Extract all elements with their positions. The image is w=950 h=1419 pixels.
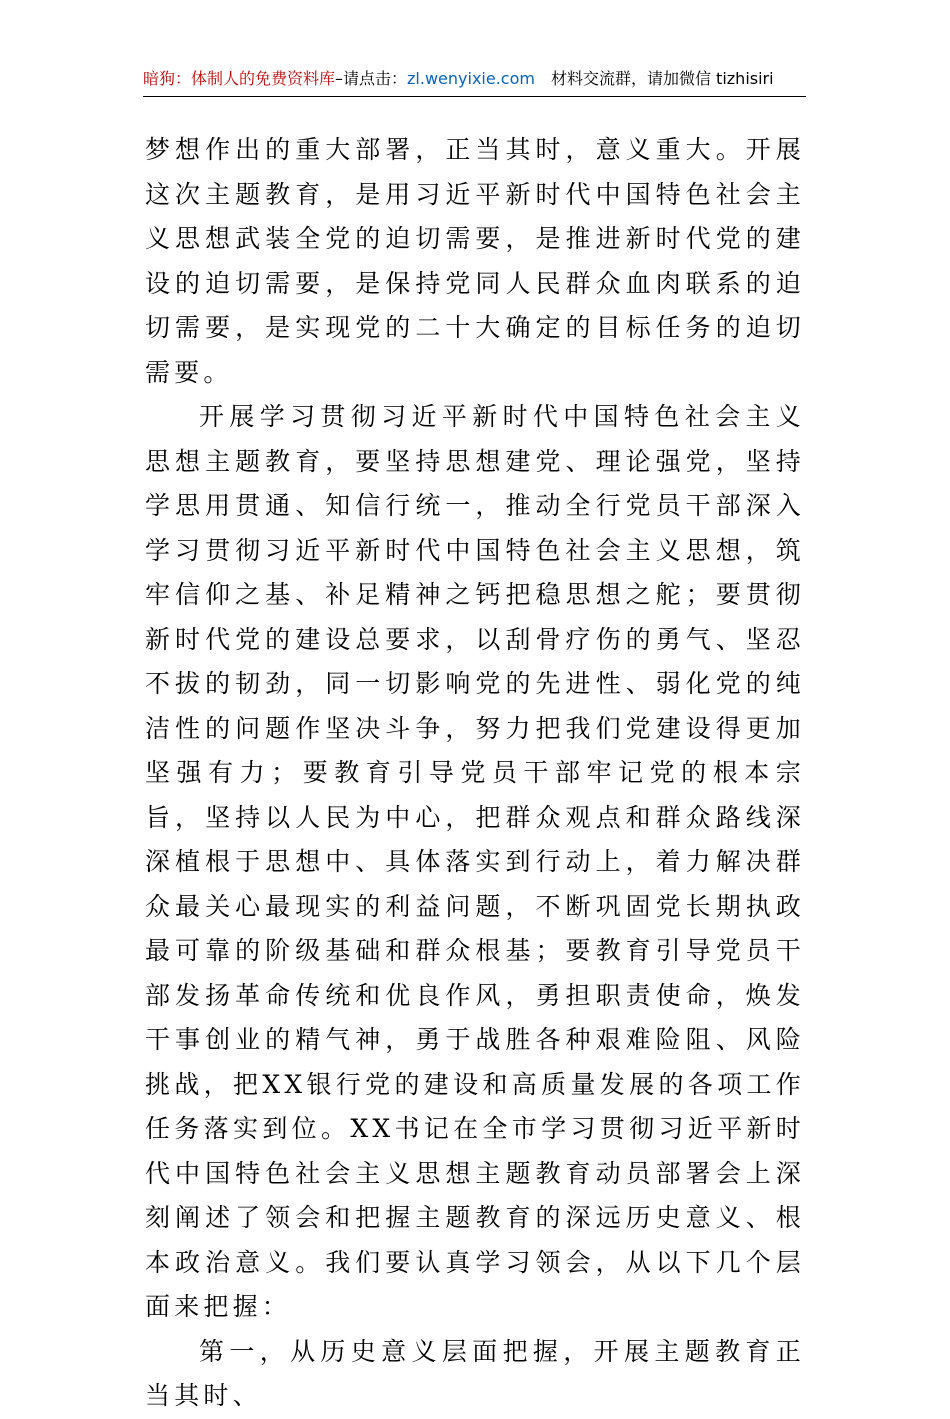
page-header <box>143 62 806 97</box>
header-group-info: 材料交流群，请加微信 tizhisiri <box>550 69 774 88</box>
document-body <box>145 128 805 1419</box>
paragraph-2: 开展学习贯彻习近平新时代中国特色社会主义思想主题教育，要坚持思想建党、理论强党，坚持学思用贯通、知信行统一，推动全行党员干部深入学习贯彻习近平新时代中国特色社会主义思想，筑牢信仰之基、补足精神之钙把稳思想之舵；要贯彻新时代党的建设总要求，以刮骨疗伤的勇气、坚忍不拔的韧劲，同一切影响党的先进性、弱化党的纯洁性的问题作坚决斗争，努力把我们党建设得更加坚强有力；要教育引导党员干部牢记党的根本宗旨，坚持以人民为中心，把群众观点和群众路线深深植根于思想中、具体落实到行动上，着力解决群众最关心最现实的利益问题，不断巩固党长期执政最可靠的阶级基础和群众根基；要教育引导党员干部发扬革命传统和优良作风，勇担职责使命，焕发干事创业的精气神，勇于战胜各种艰难险阻、风险挑战，把XX银行党的建设和高质量发展的各项工作任务落实到位。XX书记在全市学习贯彻习近平新时代中国特色社会主义思想主题教育动员部署会上深刻阐述了领会和把握主题教育的深远历史意义、根本政治意义。我们要认真学习领会，从以下几个层面来把握： <box>145 402 805 1321</box>
paragraph-3: 第一，从历史意义层面把握，开展主题教育正当其时、 <box>145 1336 805 1410</box>
header-click-prompt: –请点击： <box>335 69 408 88</box>
paragraph-1: 梦想作出的重大部署，正当其时，意义重大。开展这次主题教育，是用习近平新时代中国特色社会主义思想武装全党的迫切需要，是推进新时代党的建设的迫切需要，是保持党同人民群众血肉联系的迫切需要，是实现党的二十大确定的目标任务的迫切需要。 <box>145 135 805 387</box>
header-brand: 暗狗：体制人的免费资料库 <box>143 69 336 88</box>
header-link[interactable]: zl.wenyixie.com <box>407 69 535 88</box>
